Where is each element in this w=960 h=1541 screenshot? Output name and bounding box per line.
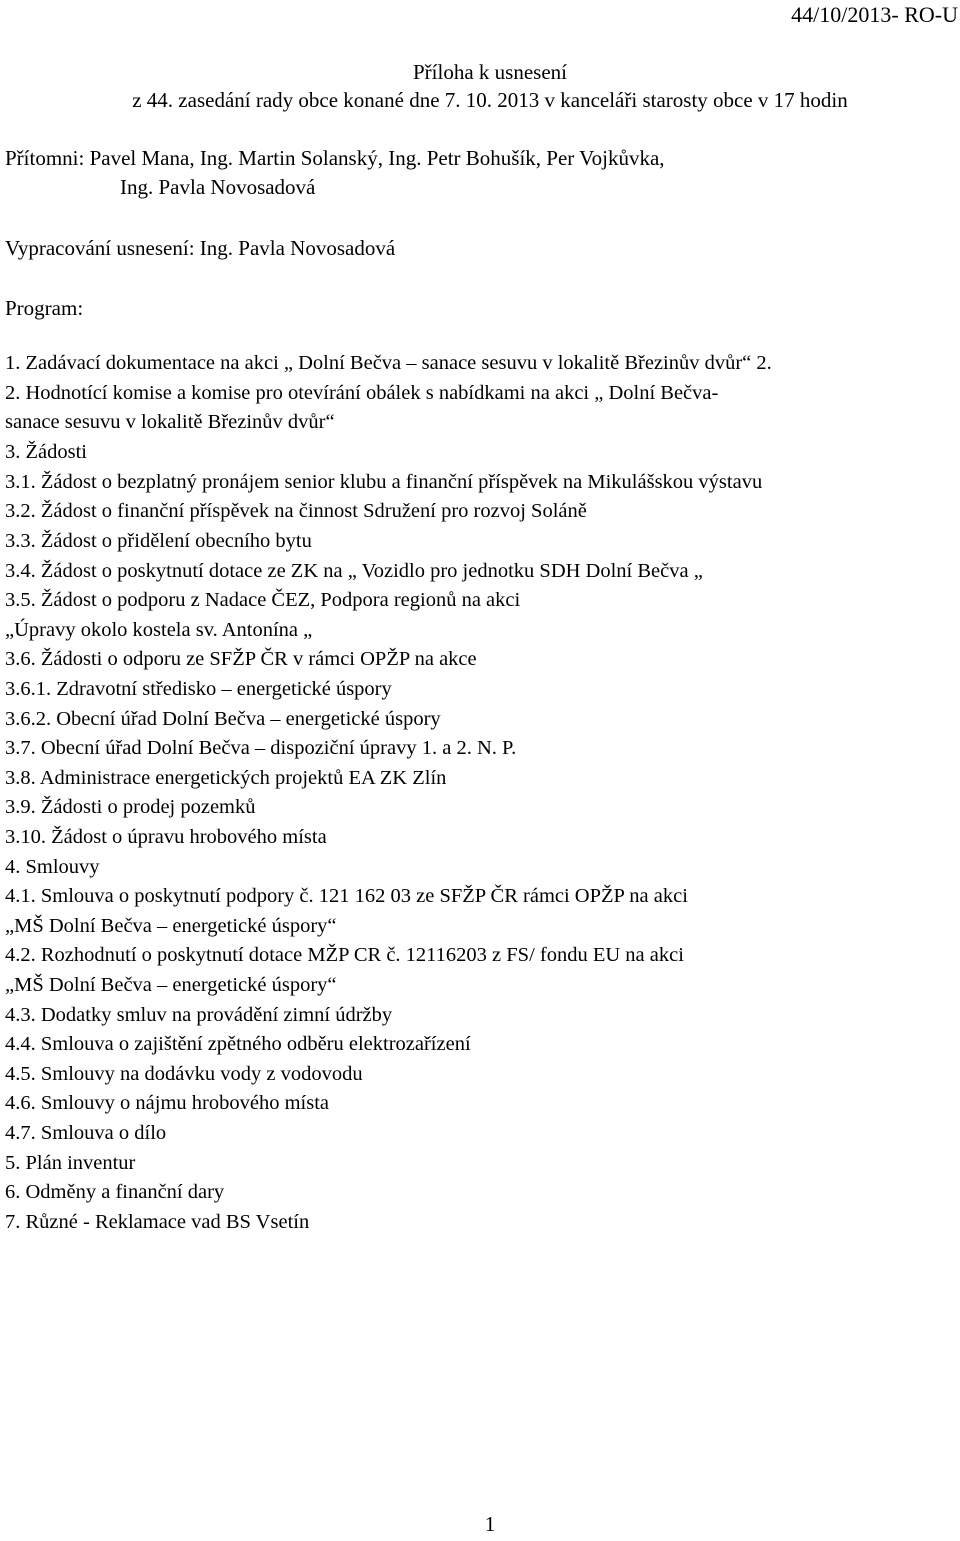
program-item: 3.8. Administrace energetických projektů EA ZK Zlín	[5, 767, 447, 789]
prepared-by: Vypracování usnesení: Ing. Pavla Novosadová	[5, 236, 396, 260]
program-item: 3.3. Žádost o přidělení obecního bytu	[5, 530, 312, 552]
program-item: 3.9. Žádosti o prodej pozemků	[5, 796, 256, 818]
page-number: 1	[484, 1512, 496, 1536]
program-item: sanace sesuvu v lokalitě Březinův dvůr“	[5, 411, 335, 433]
attendance-line-continued: Ing. Pavla Novosadová	[120, 175, 316, 199]
program-item: 4.2. Rozhodnutí o poskytnutí dotace MŽP CR č. 12116203 z FS/ fondu EU na akci	[5, 944, 684, 966]
program-item: 3.10. Žádost o úpravu hrobového místa	[5, 826, 327, 848]
program-item: „Úpravy okolo kostela sv. Antonína „	[5, 619, 313, 641]
program-item: „MŠ Dolní Bečva – energetické úspory“	[5, 915, 337, 937]
program-item: 3.4. Žádost o poskytnutí dotace ze ZK na „ Vozidlo pro jednotku SDH Dolní Bečva „	[5, 560, 703, 582]
program-item: 3.6.2. Obecní úřad Dolní Bečva – energetické úspory	[5, 708, 441, 730]
program-item: 5. Plán inventur	[5, 1152, 136, 1174]
program-item: 3.6.1. Zdravotní středisko – energetické úspory	[5, 678, 392, 700]
program-label: Program:	[5, 296, 84, 320]
program-item: 4.1. Smlouva o poskytnutí podpory č. 121 162 03 ze SFŽP ČR rámci OPŽP na akci	[5, 885, 688, 907]
program-item: 4.3. Dodatky smluv na provádění zimní údržby	[5, 1004, 393, 1026]
document-title: Příloha k usnesení	[413, 60, 567, 84]
program-item: 7. Různé - Reklamace vad BS Vsetín	[5, 1211, 310, 1233]
program-item: 4.5. Smlouvy na dodávku vody z vodovodu	[5, 1063, 363, 1085]
program-item: 3.2. Žádost o finanční příspěvek na činnost Sdružení pro rozvoj Soláně	[5, 500, 587, 522]
program-item: 2. Hodnotící komise a komise pro otevírání obálek s nabídkami na akci „ Dolní Bečva-	[5, 382, 719, 404]
program-item: 4.6. Smlouvy o nájmu hrobového místa	[5, 1092, 329, 1114]
program-item: 3. Žádosti	[5, 441, 87, 463]
program-item: 3.6. Žádosti o odporu ze SFŽP ČR v rámci OPŽP na akce	[5, 648, 477, 670]
attendance-line: Přítomni: Pavel Mana, Ing. Martin Solanský, Ing. Petr Bohušík, Per Vojkůvka,	[5, 146, 665, 170]
program-item: 4.4. Smlouva o zajištění zpětného odběru elektrozařízení	[5, 1033, 471, 1055]
program-item: 3.7. Obecní úřad Dolní Bečva – dispoziční úpravy 1. a 2. N. P.	[5, 737, 517, 759]
program-item: 1. Zadávací dokumentace na akci „ Dolní Bečva – sanace sesuvu v lokalitě Březinův dvůr“ 2.	[5, 352, 772, 374]
program-item: „MŠ Dolní Bečva – energetické úspory“	[5, 974, 337, 996]
program-item: 3.1. Žádost o bezplatný pronájem senior klubu a finanční příspěvek na Mikulášskou výstavu	[5, 471, 763, 493]
program-item: 4.7. Smlouva o dílo	[5, 1122, 167, 1144]
program-item: 3.5. Žádost o podporu z Nadace ČEZ, Podpora regionů na akci	[5, 589, 521, 611]
program-item: 6. Odměny a finanční dary	[5, 1181, 225, 1203]
program-item: 4. Smlouvy	[5, 856, 100, 878]
document-subtitle: z 44. zasedání rady obce konané dne 7. 10. 2013 v kanceláři starosty obce v 17 hodin	[132, 88, 848, 112]
document-id: 44/10/2013- RO-U	[791, 2, 958, 27]
